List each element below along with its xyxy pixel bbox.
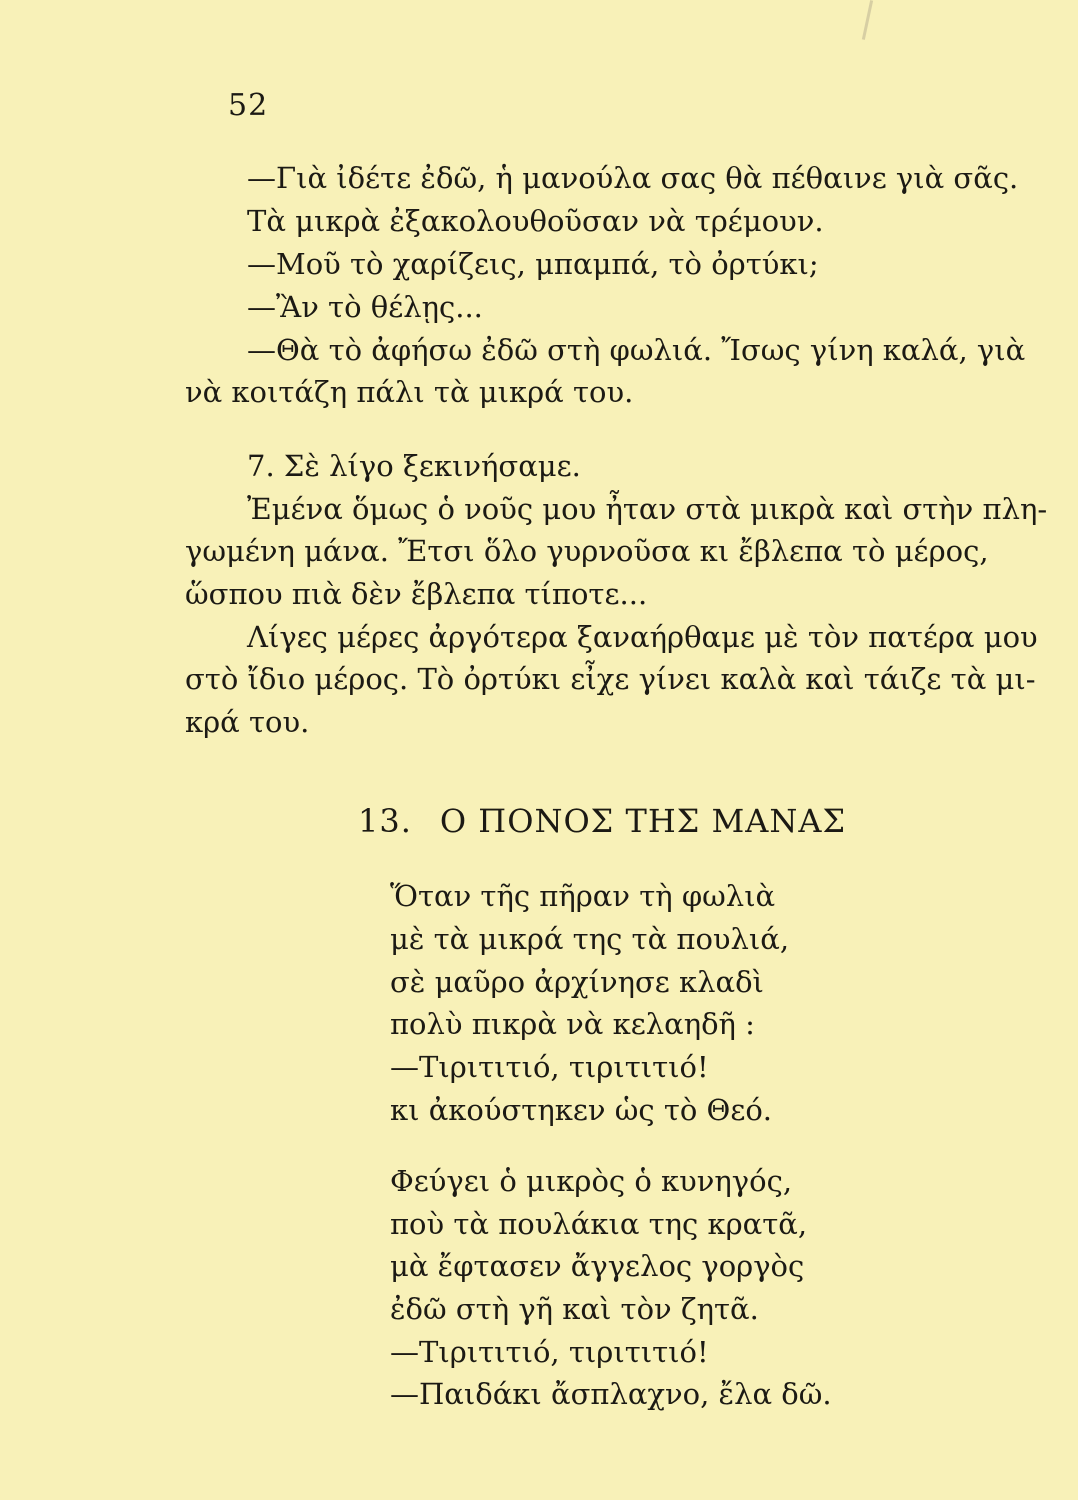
- poem-line: κι ἀκούστηκεν ὡς τὸ Θεό.: [390, 1093, 773, 1127]
- prose-line: Τὰ μικρὰ ἐξακολουθοῦσαν νὰ τρέμουν.: [247, 204, 824, 238]
- prose-line: —Μοῦ τὸ χαρίζεις, μπαμπά, τὸ ὀρτύκι;: [247, 247, 819, 281]
- poem-line: ἐδῶ στὴ γῆ καὶ τὸν ζητᾶ.: [390, 1292, 759, 1326]
- poem-line: —Τιριτιτιό, τιριτιτιό!: [390, 1335, 709, 1369]
- prose-line: κρά του.: [185, 705, 310, 739]
- poem-number: 13.: [358, 802, 412, 840]
- poem-line: ποὺ τὰ πουλάκια της κρατᾶ,: [390, 1207, 808, 1241]
- poem-line: πολὺ πικρὰ νὰ κελαηδῆ :: [390, 1007, 755, 1041]
- poem-line: σὲ μαῦρο ἀρχίνησε κλαδὶ: [390, 965, 764, 999]
- prose-line: Λίγες μέρες ἀργότερα ξαναήρθαμε μὲ τὸν πατέρα μου: [247, 620, 1038, 654]
- poem-line: μὰ ἔφτασεν ἄγγελος γοργὸς: [390, 1249, 805, 1283]
- prose-line: —Γιὰ ἰδέτε ἐδῶ, ἡ μανούλα σας θὰ πέθαινε γιὰ σᾶς.: [247, 161, 1019, 195]
- prose-line: νὰ κοιτάζη πάλι τὰ μικρά του.: [185, 375, 634, 409]
- poem-line: Φεύγει ὁ μικρὸς ὁ κυνηγός,: [390, 1164, 793, 1198]
- prose-line: ὥσπου πιὰ δὲν ἔβλεπα τίποτε...: [185, 577, 648, 611]
- prose-line: —Θὰ τὸ ἀφήσω ἐδῶ στὴ φωλιά. Ἴσως γίνη καλά, γιὰ: [247, 333, 1026, 367]
- poem-line: —Παιδάκι ἄσπλαχνο, ἔλα δῶ.: [390, 1377, 832, 1411]
- poem-line: Ὅταν τῆς πῆραν τὴ φωλιὰ: [390, 879, 776, 913]
- prose-line: Ἐμένα ὅμως ὁ νοῦς μου ἦταν στὰ μικρὰ καὶ στὴν πλη-: [247, 492, 1048, 526]
- prose-line: στὸ ἴδιο μέρος. Τὸ ὀρτύκι εἶχε γίνει καλὰ καὶ τάιζε τὰ μι-: [185, 662, 1036, 696]
- poem-heading: [358, 802, 846, 840]
- page-number: 52: [228, 88, 269, 123]
- poem-line: μὲ τὰ μικρά της τὰ πουλιά,: [390, 922, 790, 956]
- prose-line: —Ἂν τὸ θέλῃς...: [247, 290, 483, 324]
- page-edge-mark: [862, 0, 873, 40]
- prose-line: γωμένη μάνα. Ἔτσι ὅλο γυρνοῦσα κι ἔβλεπα τὸ μέρος,: [185, 534, 989, 568]
- poem-line: —Τιριτιτιό, τιριτιτιό!: [390, 1050, 709, 1084]
- poem-title: Ο ΠΟΝΟΣ ΤΗΣ ΜΑΝΑΣ: [439, 802, 847, 840]
- prose-line: 7. Σὲ λίγο ξεκινήσαμε.: [247, 449, 581, 483]
